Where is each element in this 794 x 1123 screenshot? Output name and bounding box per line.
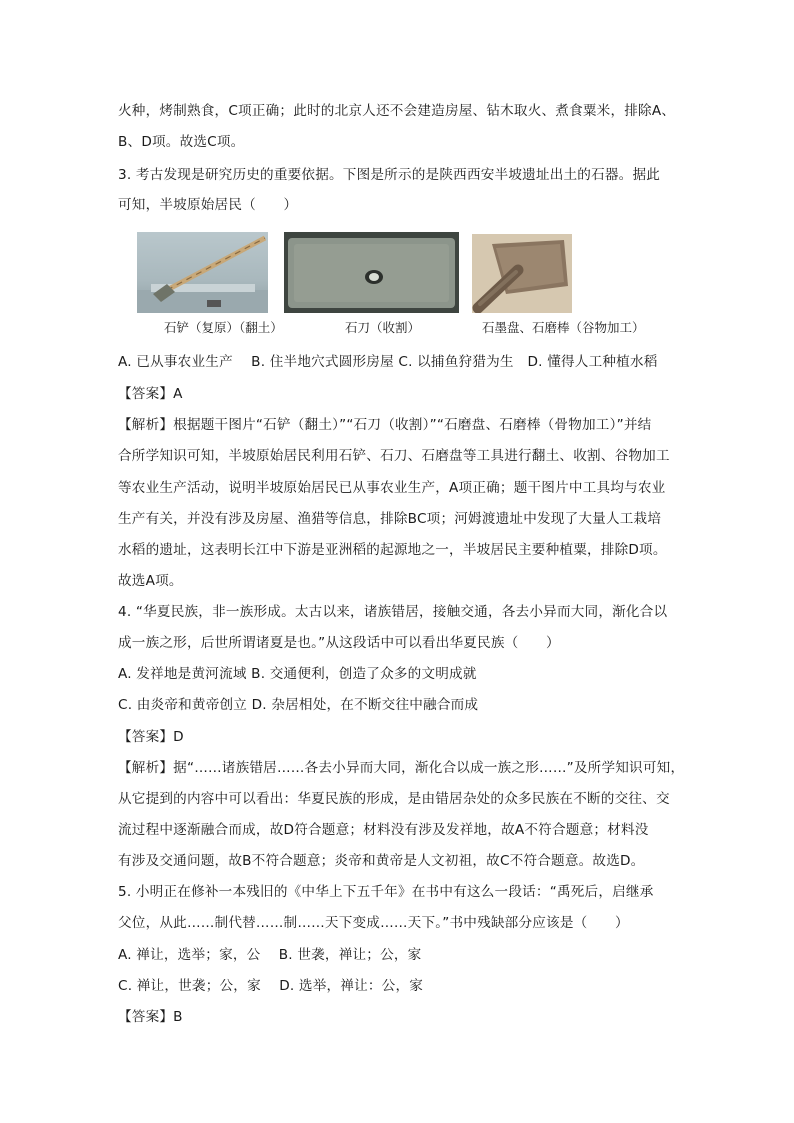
- text-line: B、D项。故选C项。: [118, 134, 245, 150]
- answer-4: 【答案】D: [118, 729, 184, 745]
- question-3-options: A. 已从事农业生产 B. 住半地穴式圆形房屋 C. 以捕鱼狩猎为生 D. 懂得人工种植水稻: [118, 354, 658, 370]
- analysis-4: 【解析】据“……诸族错居……各去小异而大同，渐化合以成一族之形……”及所学知识可知，: [118, 760, 685, 776]
- analysis-4: 有涉及交通问题，故B不符合题意；炎帝和黄帝是人文初祖，故C不符合题意。故选D。: [118, 853, 645, 869]
- answer-5: 【答案】B: [118, 1009, 183, 1025]
- analysis-3: 生产有关，并没有涉及房屋、渔猎等信息，排除BC项；河姆渡遗址中发现了大量人工栽培: [118, 511, 662, 527]
- question-5-options: A. 禅让，选举；家，公 B. 世袭，禅让；公，家: [118, 947, 422, 963]
- analysis-4: 从它提到的内容中可以看出：华夏民族的形成，是由错居杂处的众多民族在不断的交往、交: [118, 791, 670, 807]
- analysis-4: 流过程中逐渐融合而成，故D符合题意；材料没有涉及发祥地，故A不符合题意；材料没: [118, 822, 649, 838]
- analysis-3: 故选A项。: [118, 573, 183, 589]
- question-4-options: A. 发祥地是黄河流域 B. 交通便利，创造了众多的文明成就: [118, 666, 477, 682]
- stone-shovel-photo: [137, 232, 268, 313]
- analysis-3: 【解析】根据题干图片“石铲（翻土）”“石刀（收割）”“石磨盘、石磨棒（骨物加工）”并结: [118, 417, 652, 433]
- caption-stone-knife: 石刀（收割）: [345, 320, 421, 335]
- stone-knife-photo: [284, 232, 459, 313]
- caption-grinding-stone: 石墨盘、石磨棒（谷物加工）: [482, 320, 645, 335]
- caption-stone-shovel: 石铲（复原）（翻土）: [164, 320, 283, 335]
- analysis-3: 合所学知识可知，半坡原始居民利用石铲、石刀、石磨盘等工具进行翻土、收割、谷物加工: [118, 448, 670, 464]
- text-line: 火种，烤制熟食，C项正确；此时的北京人还不会建造房屋、钻木取火、煮食粟米，排除A、: [118, 103, 676, 119]
- answer-3: 【答案】A: [118, 386, 183, 402]
- question-4-stem: 4. “华夏民族，非一族形成。太古以来，诸族错居，接触交通，各去小异而大同，渐化合以: [118, 604, 668, 620]
- question-5-stem: 父位，从此……制代替……制……天下变成……天下。”书中残缺部分应该是（ ）: [118, 915, 629, 931]
- analysis-3: 水稻的遗址，这表明长江中下游是亚洲稻的起源地之一，半坡居民主要种植粟，排除D项。: [118, 542, 667, 558]
- question-5-options: C. 禅让，世袭；公，家 D. 选举，禅让：公，家: [118, 978, 424, 994]
- grinding-stone-photo: [472, 234, 572, 313]
- analysis-3: 等农业生产活动，说明半坡原始居民已从事农业生产，A项正确；题干图片中工具均与农业: [118, 480, 666, 496]
- question-3-stem: 可知，半坡原始居民（ ）: [118, 197, 298, 213]
- question-4-options: C. 由炎帝和黄帝创立 D. 杂居相处，在不断交往中融合而成: [118, 697, 479, 713]
- question-4-stem: 成一族之形，后世所谓诸夏是也。”从这段话中可以看出华夏民族（ ）: [118, 635, 560, 651]
- question-5-stem: 5. 小明正在修补一本残旧的《中华上下五千年》在书中有这么一段话：“禹死后，启继承: [118, 884, 654, 900]
- question-3-stem: 3. 考古发现是研究历史的重要依据。下图是所示的是陕西西安半坡遗址出土的石器。据此: [118, 167, 661, 183]
